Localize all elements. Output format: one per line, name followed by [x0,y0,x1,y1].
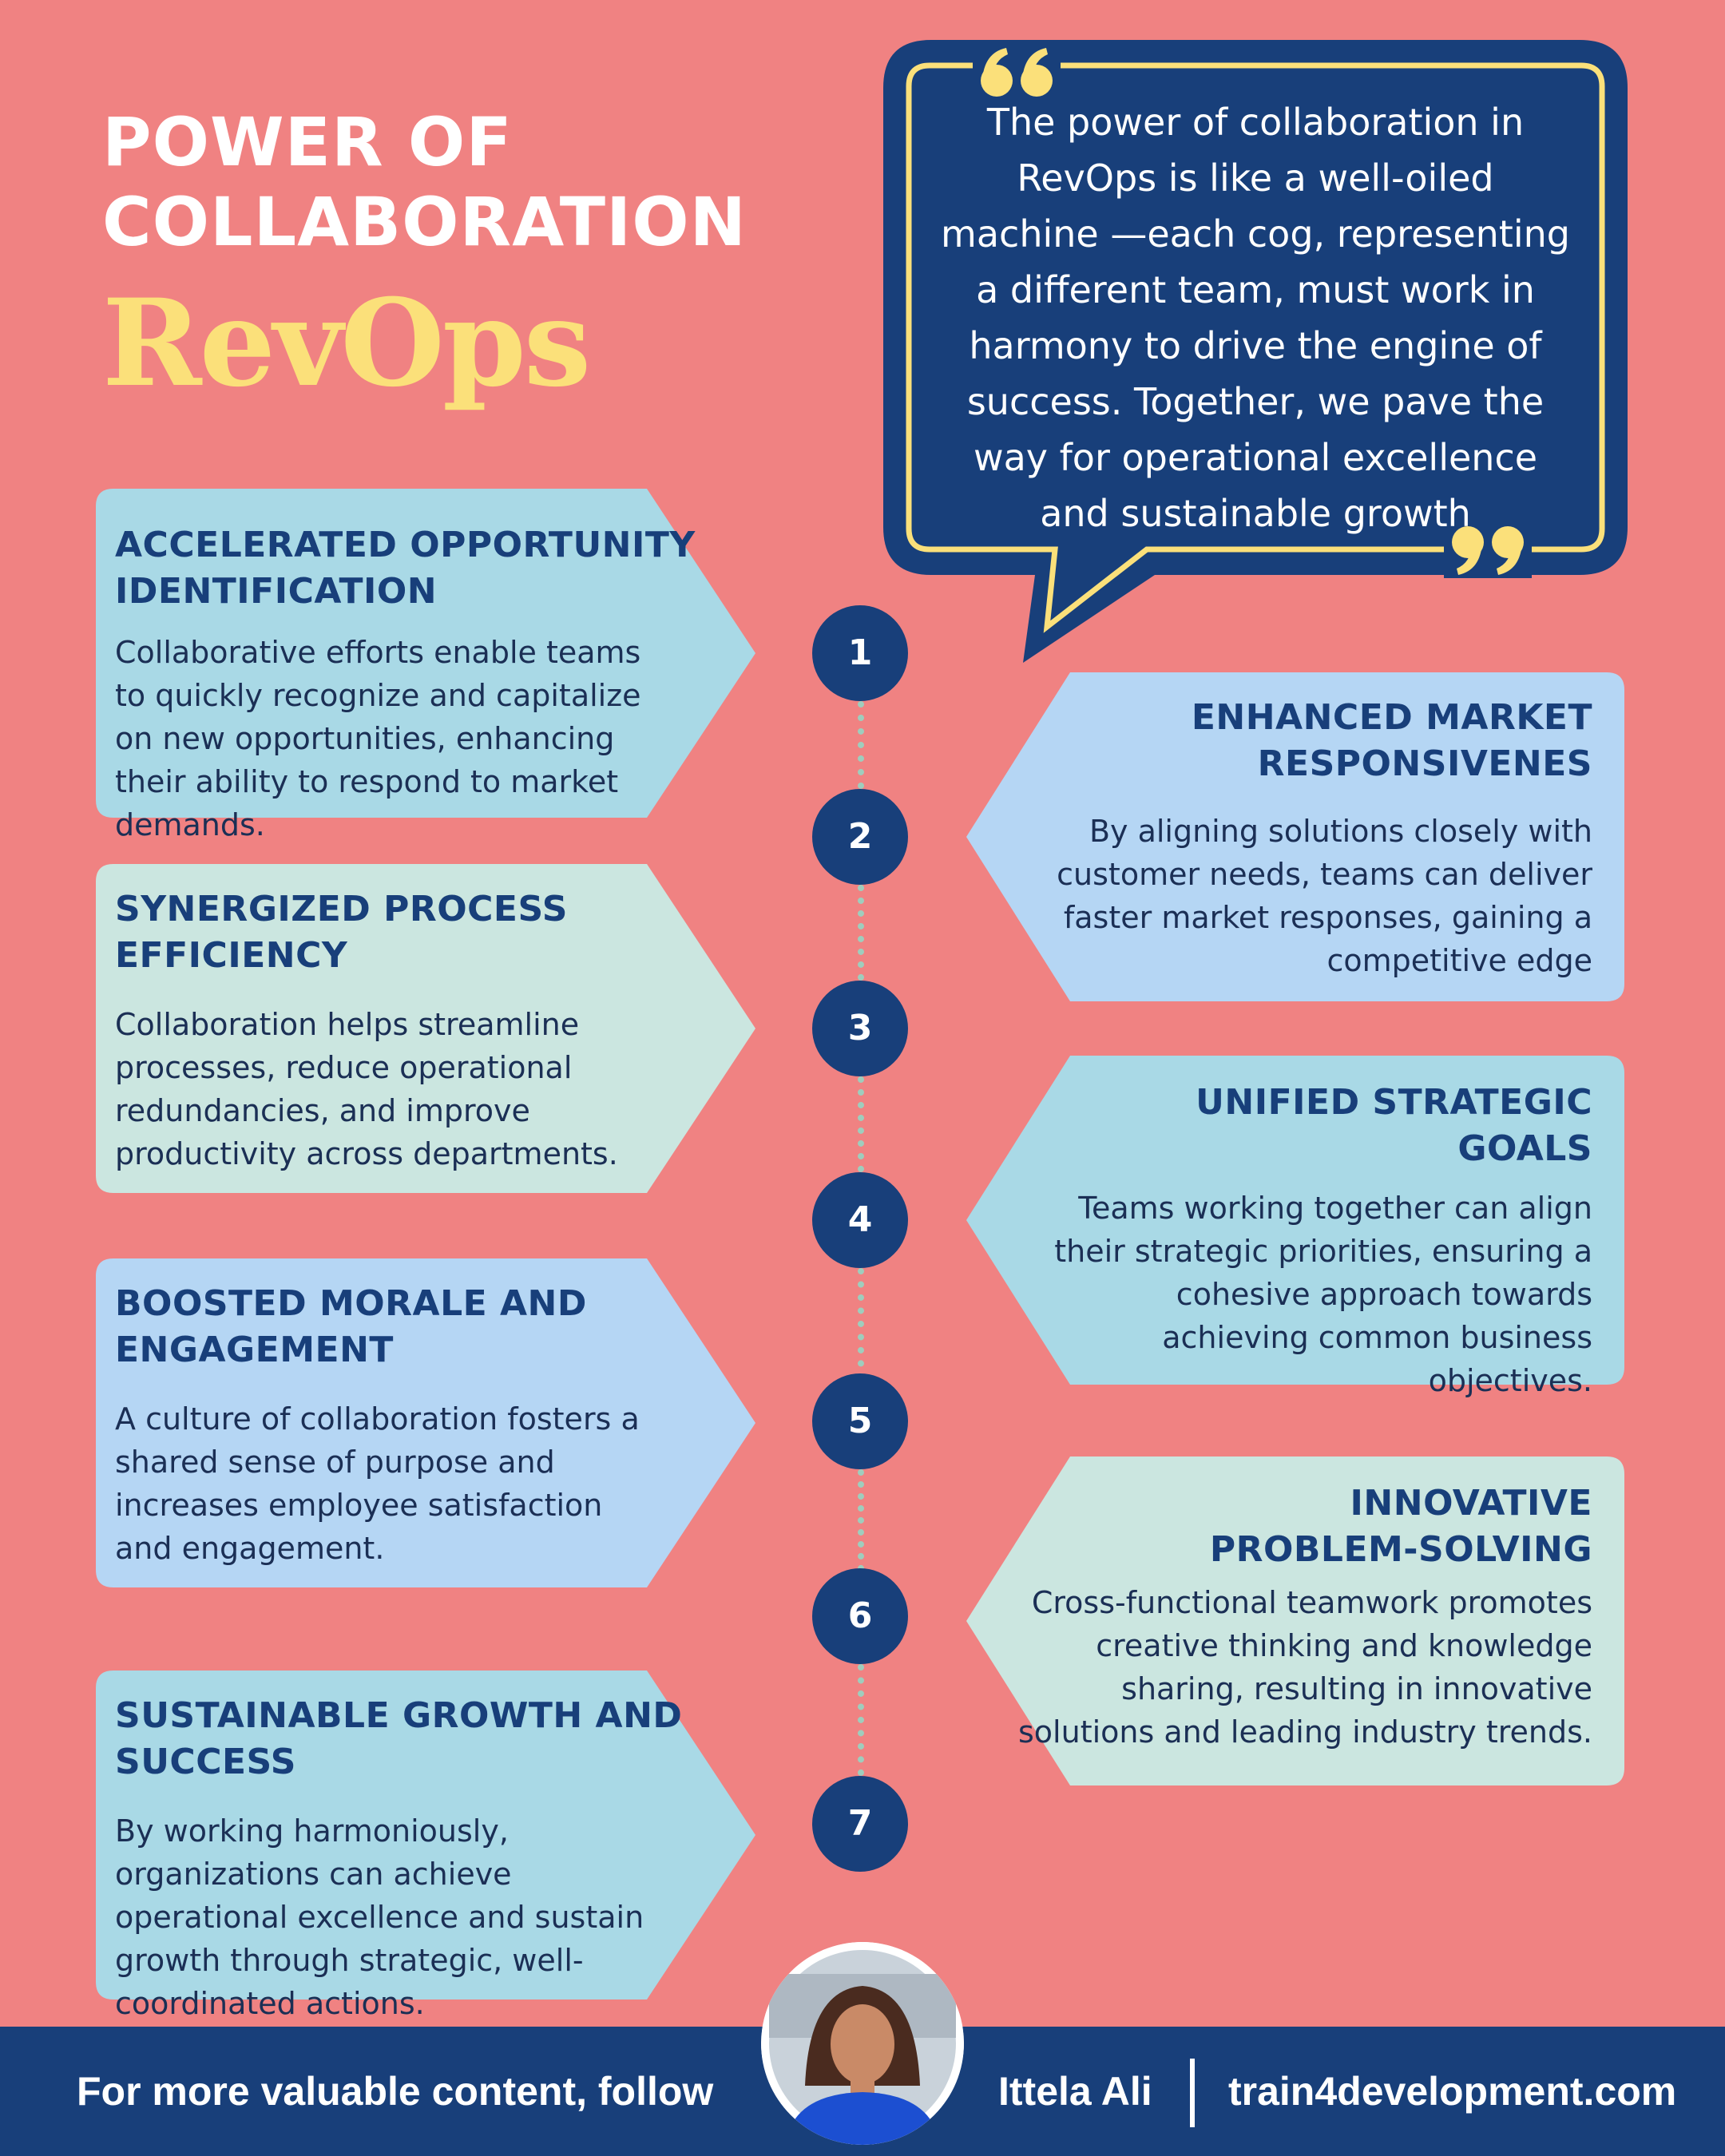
step-number-6: 6 [812,1568,908,1664]
step-card-6 [966,1456,1624,1785]
timeline-connector [858,1076,870,1172]
step-title-4-line-2: GOALS [1457,1128,1592,1169]
step-body-2: By aligning solutions closely with customer needs, teams can deliver faster market responses, gaining a competitive edge [1057,814,1592,978]
brand-title: RevOps [102,273,589,414]
step-number-5: 5 [812,1373,908,1469]
step-title-1-line-1: ACCELERATED OPPORTUNITY [115,525,696,565]
step-number-4: 4 [812,1172,908,1268]
step-title-5 [115,1281,738,1373]
timeline-connector [858,1268,870,1380]
step-number-2: 2 [812,789,908,885]
step-body-5: A culture of collaboration fosters a shared sense of purpose and increases employee satisfaction and engagement. [115,1401,640,1566]
step-body-7: By working harmoniously, organizations can achieve operational excellence and sustain growth through strategic, well-coordinated actions. [115,1813,644,2021]
step-body-6: Cross-functional teamwork promotes creative thinking and knowledge sharing, resulting in innovative solutions and leading industry trends. [1018,1585,1592,1750]
step-title-2-line-2: RESPONSIVENES [1257,743,1592,784]
timeline-connector [858,1469,870,1571]
author-photo [761,1942,964,2145]
step-title-6-line-2: PROBLEM-SOLVING [1209,1529,1592,1570]
step-card-4 [966,1056,1624,1398]
step-title-6 [1017,1480,1592,1573]
step-title-7-line-2: SUCCESS [115,1742,296,1782]
author-name[interactable]: Ittela Ali [998,2069,1152,2114]
step-title-3-line-2: EFFICIENCY [115,935,348,976]
step-title-1 [115,522,738,615]
step-number-1: 1 [812,605,908,701]
open-quote-icon [973,45,1061,101]
step-title-2 [1049,695,1592,787]
step-card-5 [96,1258,755,1587]
step-title-2-line-1: ENHANCED MARKET [1191,697,1592,738]
title-line-1: POWER OF [102,103,513,181]
footer-divider [1190,2059,1195,2127]
quote-bubble [883,40,1628,703]
timeline-connector [858,1664,870,1776]
page-title [102,102,747,262]
step-title-5-line-2: ENGAGEMENT [115,1330,394,1370]
website-link[interactable]: train4development.com [1228,2069,1677,2114]
step-body-1: Collaborative efforts enable teams to quickly recognize and capitalize on new opportunities, enhancing their ability to respond to market demands. [115,635,641,842]
step-title-5-line-1: BOOSTED MORALE AND [115,1283,587,1324]
step-title-4-line-1: UNIFIED STRATEGIC [1196,1082,1592,1123]
step-title-6-line-1: INNOVATIVE [1350,1483,1592,1524]
step-body-3: Collaboration helps streamline processes, reduce operational redundancies, and improve productivity across departments. [115,1007,618,1171]
quote-text: The power of collaboration in RevOps is like a well-oiled machine —each cog, representing a different team, must work in harmony to drive the engine of success. Together, we pave the way for operational excellence and sustainable growth [941,101,1570,535]
step-body-4: Teams working together can align their strategic priorities, ensuring a cohesive approach towards achieving common business objectives. [1054,1191,1592,1398]
step-title-7 [115,1693,738,1785]
timeline-connector [858,701,870,789]
timeline-connector [858,885,870,981]
step-card-3 [96,864,755,1193]
title-line-2: COLLABORATION [102,183,747,261]
step-title-3 [115,886,738,979]
step-card-2 [966,672,1624,1001]
step-title-1-line-2: IDENTIFICATION [115,571,438,612]
step-number-3: 3 [812,981,908,1076]
step-card-1 [96,489,755,842]
step-number-7: 7 [812,1776,908,1872]
step-title-7-line-1: SUSTAINABLE GROWTH AND [115,1695,683,1736]
step-title-3-line-1: SYNERGIZED PROCESS [115,889,568,929]
follow-text: For more valuable content, follow [77,2069,714,2114]
step-card-7 [96,1671,755,2021]
step-title-4 [1033,1080,1592,1172]
